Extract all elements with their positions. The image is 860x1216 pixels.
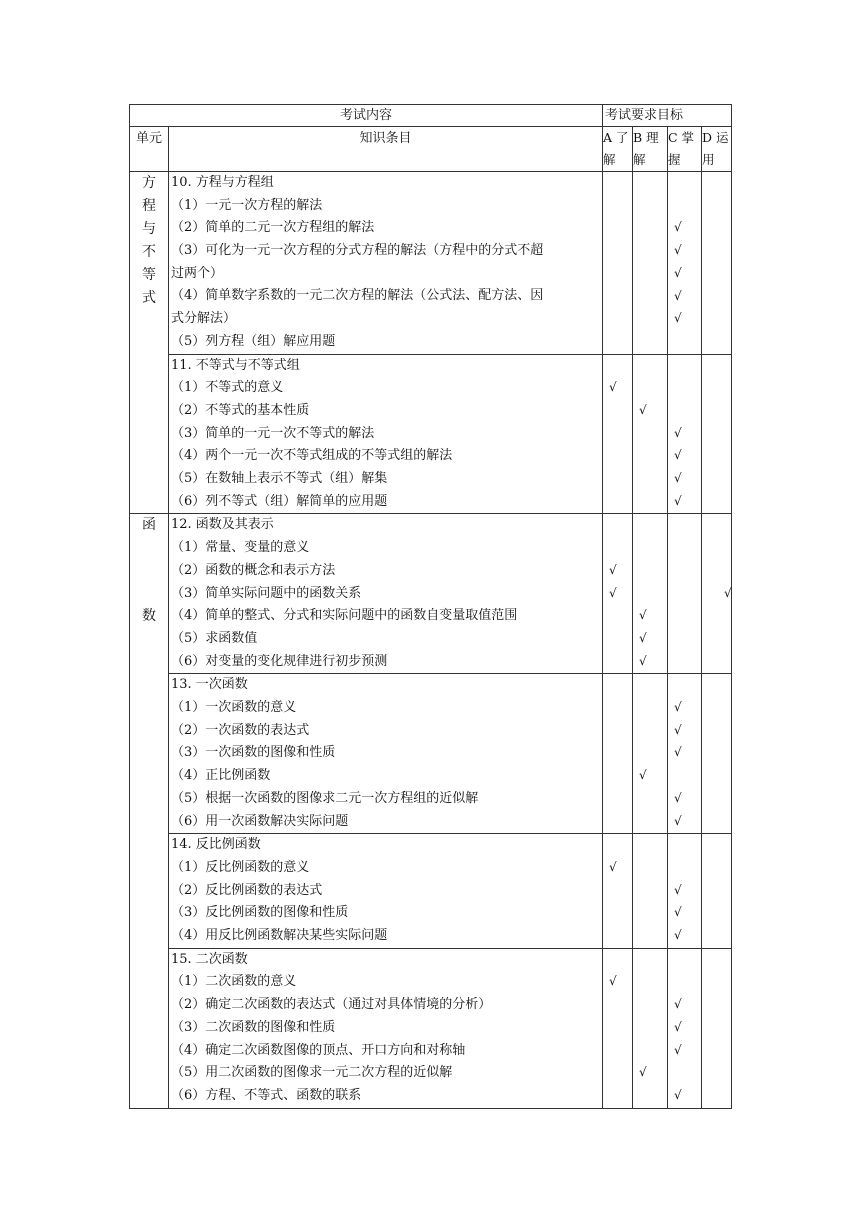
knowledge-item: （1）常量、变量的意义 xyxy=(171,540,310,556)
header-level-b xyxy=(633,127,668,172)
level-d-cell xyxy=(702,674,732,834)
section-row xyxy=(130,674,732,834)
knowledge-item: （1）一元一次方程的解法 xyxy=(171,197,323,213)
level-a-line2: 解 xyxy=(603,152,616,167)
check-mark: √ xyxy=(674,448,682,463)
level-d-cell xyxy=(702,172,732,355)
knowledge-item: （3）可化为一元一次方程的分式方程的解法（方程中的分式不超 xyxy=(171,243,544,259)
knowledge-item: （6）用一次函数解决实际问题 xyxy=(171,813,349,829)
level-c-cell xyxy=(668,354,702,514)
check-mark: √ xyxy=(674,1087,682,1102)
knowledge-item: 过两个） xyxy=(171,265,224,281)
knowledge-item: （4）确定二次函数图像的顶点、开口方向和对称轴 xyxy=(171,1042,466,1058)
level-b-cell xyxy=(633,674,668,834)
section-row xyxy=(130,354,732,514)
check-mark: √ xyxy=(674,220,682,235)
knowledge-item: 12. 函数及其表示 xyxy=(171,517,274,533)
check-mark: √ xyxy=(639,653,647,668)
level-a-cell xyxy=(603,948,633,1108)
knowledge-item: （6）对变量的变化规律进行初步预测 xyxy=(171,653,388,669)
level-c-cell xyxy=(668,514,702,674)
knowledge-item: （5）在数轴上表示不等式（组）解集 xyxy=(171,471,388,487)
check-mark: √ xyxy=(609,585,617,600)
check-mark: √ xyxy=(639,608,647,623)
knowledge-item: 13. 一次函数 xyxy=(171,677,248,693)
knowledge-item: （1）不等式的意义 xyxy=(171,380,284,396)
level-b-cell xyxy=(633,354,668,514)
unit-name-char: 数 xyxy=(142,608,156,625)
header-content: 考试内容 xyxy=(130,105,603,127)
check-mark: √ xyxy=(674,905,682,920)
level-b-line2: 解 xyxy=(633,152,646,167)
level-c-line2: 握 xyxy=(668,152,681,167)
level-c-cell xyxy=(668,172,702,355)
level-d-cell xyxy=(702,354,732,514)
unit-name-char: 等 xyxy=(142,267,156,283)
unit-name-cell xyxy=(130,514,169,1108)
knowledge-item: （2）反比例函数的表达式 xyxy=(171,882,323,898)
check-mark: √ xyxy=(674,813,682,828)
unit-name-cell xyxy=(130,172,169,514)
knowledge-item: 14. 反比例函数 xyxy=(171,837,261,853)
level-c-cell xyxy=(668,674,702,834)
knowledge-cell xyxy=(169,514,603,674)
knowledge-item: （5）求函数值 xyxy=(171,630,258,646)
unit-name-char: 与 xyxy=(142,221,156,237)
knowledge-item: （4）简单的整式、分式和实际问题中的函数自变量取值范围 xyxy=(171,608,518,624)
knowledge-item: （3）简单实际问题中的函数关系 xyxy=(171,585,362,601)
check-mark: √ xyxy=(639,768,647,783)
check-mark: √ xyxy=(724,585,732,600)
check-mark: √ xyxy=(674,745,682,760)
check-mark: √ xyxy=(674,311,682,326)
check-mark: √ xyxy=(674,425,682,440)
knowledge-cell xyxy=(169,834,603,949)
section-row xyxy=(130,834,732,949)
knowledge-item: （3）反比例函数的图像和性质 xyxy=(171,905,349,921)
unit-name-char: 方 xyxy=(142,175,156,191)
knowledge-item: （6）方程、不等式、函数的联系 xyxy=(171,1087,362,1103)
knowledge-item: 11. 不等式与不等式组 xyxy=(171,357,300,373)
check-mark: √ xyxy=(674,265,682,280)
level-d-cell xyxy=(702,834,732,949)
level-b-line1: B 理 xyxy=(633,130,659,145)
level-a-cell xyxy=(603,172,633,355)
check-mark: √ xyxy=(674,1042,682,1057)
section-row xyxy=(130,514,732,674)
header-level-a xyxy=(603,127,633,172)
check-mark: √ xyxy=(674,700,682,715)
knowledge-item: （3）二次函数的图像和性质 xyxy=(171,1019,336,1035)
knowledge-item: （4）两个一元一次不等式组成的不等式组的解法 xyxy=(171,448,453,464)
level-a-cell xyxy=(603,834,633,949)
header-unit: 单元 xyxy=(130,127,169,172)
knowledge-item: （5）列方程（组）解应用题 xyxy=(171,333,336,349)
level-a-cell xyxy=(603,354,633,514)
check-mark: √ xyxy=(674,882,682,897)
knowledge-item: （1）一次函数的意义 xyxy=(171,700,297,716)
check-mark: √ xyxy=(609,974,617,989)
unit-name-char: 不 xyxy=(142,244,156,260)
knowledge-item: （4）简单数字系数的一元二次方程的解法（公式法、配方法、因 xyxy=(171,288,544,304)
level-d-cell xyxy=(702,514,732,674)
section-row xyxy=(130,172,732,355)
level-c-cell xyxy=(668,948,702,1108)
check-mark: √ xyxy=(674,288,682,303)
level-a-cell xyxy=(603,674,633,834)
knowledge-item: 15. 二次函数 xyxy=(171,951,248,967)
unit-name-char: 程 xyxy=(142,198,156,214)
check-mark: √ xyxy=(674,790,682,805)
exam-requirements-table xyxy=(129,104,732,1109)
level-d-line1: D 运 xyxy=(702,130,729,145)
level-a-line1: A 了 xyxy=(603,130,629,145)
knowledge-item: 10. 方程与方程组 xyxy=(171,175,274,190)
header-knowledge: 知识条目 xyxy=(169,127,603,172)
level-c-line1: C 掌 xyxy=(668,130,695,145)
check-mark: √ xyxy=(609,562,617,577)
knowledge-item: （5）根据一次函数的图像求二元一次方程组的近似解 xyxy=(171,790,479,806)
check-mark: √ xyxy=(639,1065,647,1080)
knowledge-item: （2）不等式的基本性质 xyxy=(171,402,310,418)
check-mark: √ xyxy=(674,493,682,508)
header-row-1 xyxy=(130,105,732,127)
knowledge-item: （2）一次函数的表达式 xyxy=(171,722,310,738)
header-row-2 xyxy=(130,127,732,172)
knowledge-cell xyxy=(169,674,603,834)
knowledge-item: （1）反比例函数的意义 xyxy=(171,859,310,875)
section-row xyxy=(130,948,732,1108)
check-mark: √ xyxy=(609,380,617,395)
knowledge-item: （4）用反比例函数解决某些实际问题 xyxy=(171,928,388,944)
knowledge-item: （1）二次函数的意义 xyxy=(171,974,297,990)
knowledge-item: 式分解法） xyxy=(171,311,237,327)
level-a-cell xyxy=(603,514,633,674)
knowledge-item: （5）用二次函数的图像求一元二次方程的近似解 xyxy=(171,1065,453,1081)
check-mark: √ xyxy=(674,243,682,258)
check-mark: √ xyxy=(609,859,617,874)
check-mark: √ xyxy=(639,402,647,417)
level-c-cell xyxy=(668,834,702,949)
level-d-line2: 用 xyxy=(702,152,715,167)
knowledge-cell xyxy=(169,172,603,355)
header-level-d xyxy=(702,127,732,172)
level-b-cell xyxy=(633,948,668,1108)
knowledge-cell xyxy=(169,354,603,514)
knowledge-cell xyxy=(169,948,603,1108)
check-mark: √ xyxy=(674,928,682,943)
check-mark: √ xyxy=(674,471,682,486)
knowledge-item: （6）列不等式（组）解简单的应用题 xyxy=(171,493,388,509)
check-mark: √ xyxy=(674,997,682,1012)
knowledge-item: （2）简单的二元一次方程组的解法 xyxy=(171,220,375,236)
check-mark: √ xyxy=(639,630,647,645)
level-d-cell xyxy=(702,948,732,1108)
knowledge-item: （3）简单的一元一次不等式的解法 xyxy=(171,425,375,441)
unit-name-char: 函 xyxy=(142,517,156,534)
header-level-c xyxy=(668,127,702,172)
knowledge-item: （2）确定二次函数的表达式（通过对具体情境的分析） xyxy=(171,997,492,1013)
knowledge-item: （3）一次函数的图像和性质 xyxy=(171,745,336,761)
knowledge-item: （2）函数的概念和表示方法 xyxy=(171,562,336,578)
check-mark: √ xyxy=(674,722,682,737)
level-b-cell xyxy=(633,172,668,355)
level-b-cell xyxy=(633,834,668,949)
level-b-cell xyxy=(633,514,668,674)
knowledge-item: （4）正比例函数 xyxy=(171,768,271,784)
check-mark: √ xyxy=(674,1019,682,1034)
unit-name-char: 式 xyxy=(142,290,156,306)
header-goals: 考试要求目标 xyxy=(603,105,732,127)
